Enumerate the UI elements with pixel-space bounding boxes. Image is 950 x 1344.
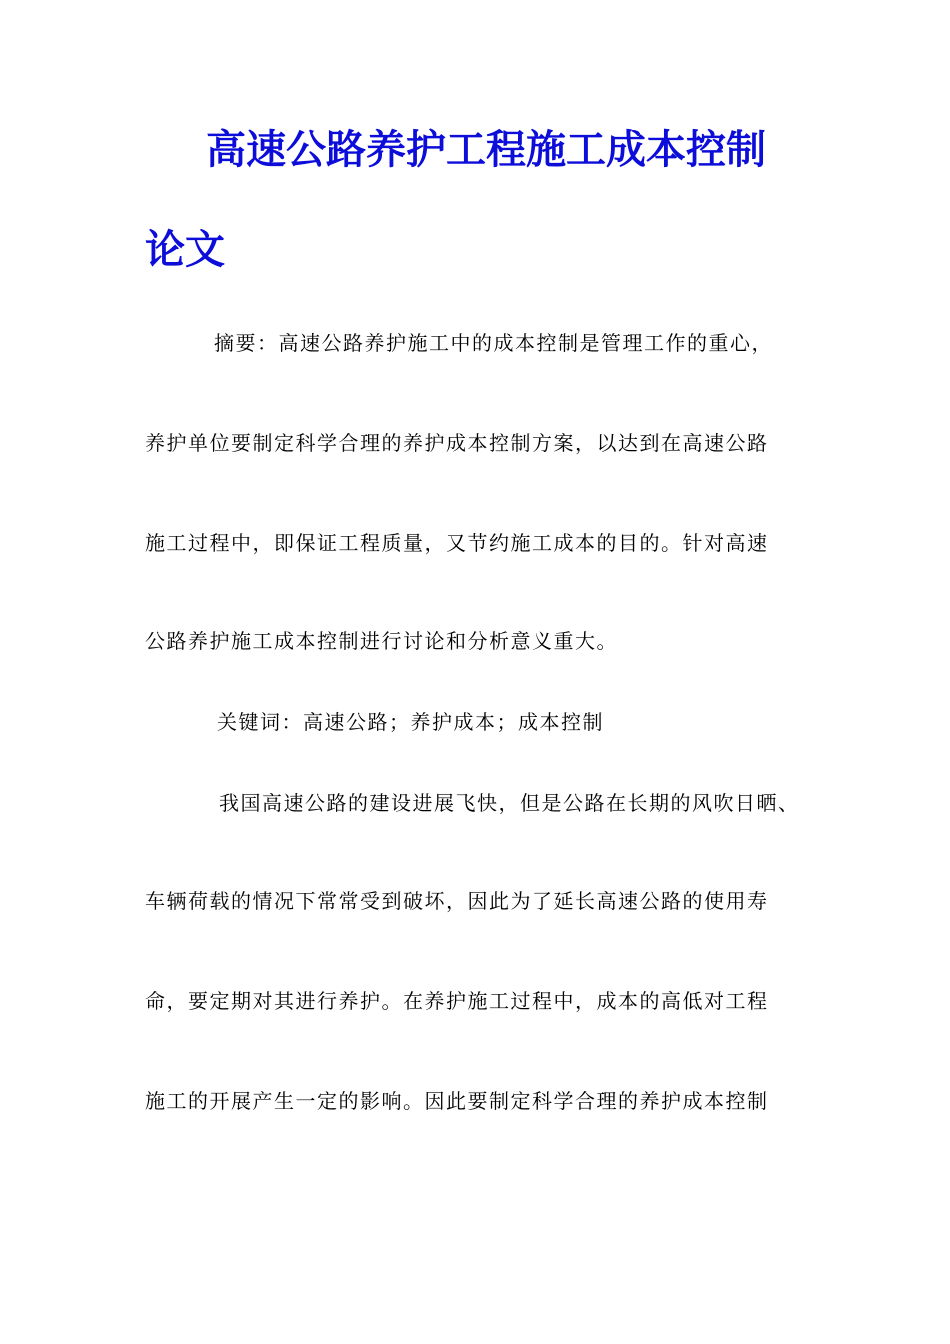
abstract-line-4: 公路养护施工成本控制进行讨论和分析意义重大。 [145,629,618,653]
body-line-4: 施工的开展产生一定的影响。因此要制定科学合理的养护成本控制 [145,1089,769,1113]
document-title-line-2: 论文 [145,226,225,273]
body-line-1: 我国高速公路的建设进展飞快，但是公路在长期的风吹日晒、 [219,791,800,815]
abstract-line-3: 施工过程中，即保证工程质量，又节约施工成本的目的。针对高速 [145,531,769,555]
body-line-2: 车辆荷载的情况下常常受到破坏，因此为了延长高速公路的使用寿 [145,889,769,913]
body-line-3: 命，要定期对其进行养护。在养护施工过程中，成本的高低对工程 [145,989,769,1013]
abstract-line-1: 摘要：高速公路养护施工中的成本控制是管理工作的重心， [214,331,773,355]
abstract-line-2: 养护单位要制定科学合理的养护成本控制方案，以达到在高速公路 [145,431,769,455]
document-title-line-1: 高速公路养护工程施工成本控制 [206,126,766,173]
keywords-line: 关键词：高速公路；养护成本；成本控制 [217,710,604,734]
